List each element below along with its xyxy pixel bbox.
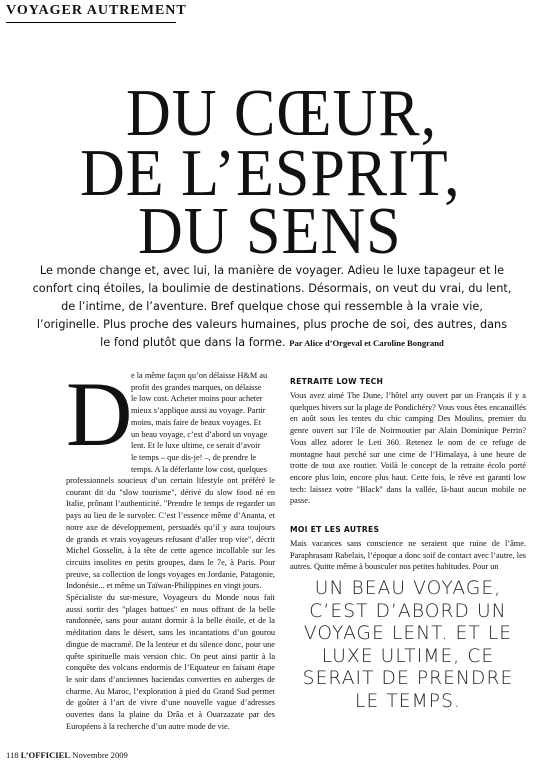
body-paragraph-1: professionnels soucieux d’un certain lifestyle ont préféré le courant dit du "slow tourisme", dérivé du slow food né en Italie, prônant l’authenticité. "Prendre le temps de regarder un pays au lieu de le survoler. C’est l’essence même d’Ananta, et notre axe de développement, persuadés qu’il y aura toujours de grands et vrais voyageurs refusant d’aller trop vite", décrit Michel Gosselin, à la tête de cette agence incollable sur les circuits insolites en petits groupes, dans le 7e, à Paris. Pour preuve, sa collection de longs voyages en Jordanie, Patagonie, Indonésie... et même un Taïwan-Philippines en vingt jours. [66, 476, 275, 591]
lead-line-4: mieux s’applique aussi au voyage. Partir [131, 406, 266, 416]
page-folio [6, 750, 128, 760]
lead-line-2: profit des grandes marques, on délaisse [131, 382, 262, 392]
intro-text: Le monde change et, avec lui, la manière de voyager. Adieu le luxe tapageur et le confort cinq étoiles, la boulimie de destinations. Désormais, on veut du vrai, du lent, de l’intime, de l’aventure. Bref quelque chose qui ressemble à la vraie vie, l’originelle. Plus proche des valeurs humaines, plus proche de soi, des autres, dans le fond plutôt que dans la forme. [32, 264, 512, 349]
section-label: VOYAGER AUTREMENT [6, 3, 187, 18]
headline-line-2: DE L’ESPRIT, [80, 136, 461, 211]
section-rule [6, 22, 176, 23]
issue-date: Novembre 2009 [72, 750, 128, 760]
lead-line-6: un beau voyage, c’est d’abord un voyage [131, 429, 268, 439]
page-number: 118 [6, 750, 19, 760]
magazine-name: L’OFFICIEL [20, 750, 71, 760]
lead-line-7: lent. Et le luxe ultime, ce serait d’avoir [131, 441, 261, 451]
lead-line-8: le temps – que dis-je! –, de prendre le [131, 452, 257, 462]
right-column-section-1 [290, 390, 526, 507]
lead-in-block [131, 370, 275, 475]
section-1-text: Vous avez aimé The Dune, l’hôtel arty ouvert par un Français il y a quelques hivers sur la plage de Pondichéry? Vous vous êtes encanaillés en août sous les tentes du chic camping Des Moulins, premier du genre ouvert sur l’île de Noirmoutier par Alain Dominique Perrin? Vous allez adorer le Leti 360. Retenez le nom de ce refuge de montagne haut perché sur une cime de l’Himalaya, à une heure de trotte de tout axe routier. Voilà le concept de la retraite écolo porté encore plus loin, encore plus haut. Cette fois, le rêve est garanti low tech: laissez votre "Black" dans la vallée, là-haut aucun mobile ne passe. [290, 391, 526, 506]
body-paragraph-2: Spécialiste du sur-mesure, Voyageurs du Monde nous fait aussi sortir des "plages battues" en nous offrant de la belle randonnée, sans pour autant dormir à la belle étoile, et de la méditation dans le désert, sans les incantations d’un gourou dingue de macramé. De la lenteur et du silence donc, pour une quête spirituelle mais version chic. On peut ainsi partir à la conquête des volcans endormis de l’Equateur en faisant étape le soir dans d’anciennes haciendas converties en auberges de charme. Au Maroc, l’exploration à pied du Grand Sud permet de goûter à l’art de vivre d’une nouvelle vague d’adresses ouvertes dans la plaine du Drâa et à Ouarzazate par des Européens à la recherche d’un autre mode de vie. [66, 593, 275, 731]
right-column-section-2 [290, 538, 526, 573]
lead-line-3: le low cost. Acheter moins pour acheter [131, 394, 263, 404]
section-2-text: Mais vacances sans conscience ne seraient que ruine de l’âme. Paraphrasant Rabelais, l’époque a donc soif de contact avec l’autre, les autres. Quitte même à bousculer nos petites habitudes. Pour un [290, 539, 526, 572]
pull-quote: UN BEAU VOYAGE, C’EST D’ABORD UN VOYAGE LENT. ET LE LUXE ULTIME, CE SERAIT DE PRENDRE LE TEMPS. [302, 578, 514, 712]
headline-line-1: DU CŒUR, [126, 76, 438, 151]
lead-line-5: moins, mais faire de beaux voyages. Et [131, 417, 261, 427]
lead-line-9: temps. A la déferlante low cost, quelques [131, 464, 267, 474]
lead-line-1: e la même façon qu’on délaisse H&M au [131, 371, 268, 380]
intro-paragraph [32, 262, 512, 352]
drop-cap: D [66, 363, 133, 465]
subhead-retraite-low-tech: RETRAITE LOW TECH [290, 377, 384, 386]
headline-line-3: DU SENS [138, 194, 402, 269]
left-column-body [66, 475, 275, 732]
byline: Par Alice d’Orgeval et Caroline Bongrand [289, 338, 444, 348]
subhead-moi-et-les-autres: MOI ET LES AUTRES [290, 525, 380, 534]
